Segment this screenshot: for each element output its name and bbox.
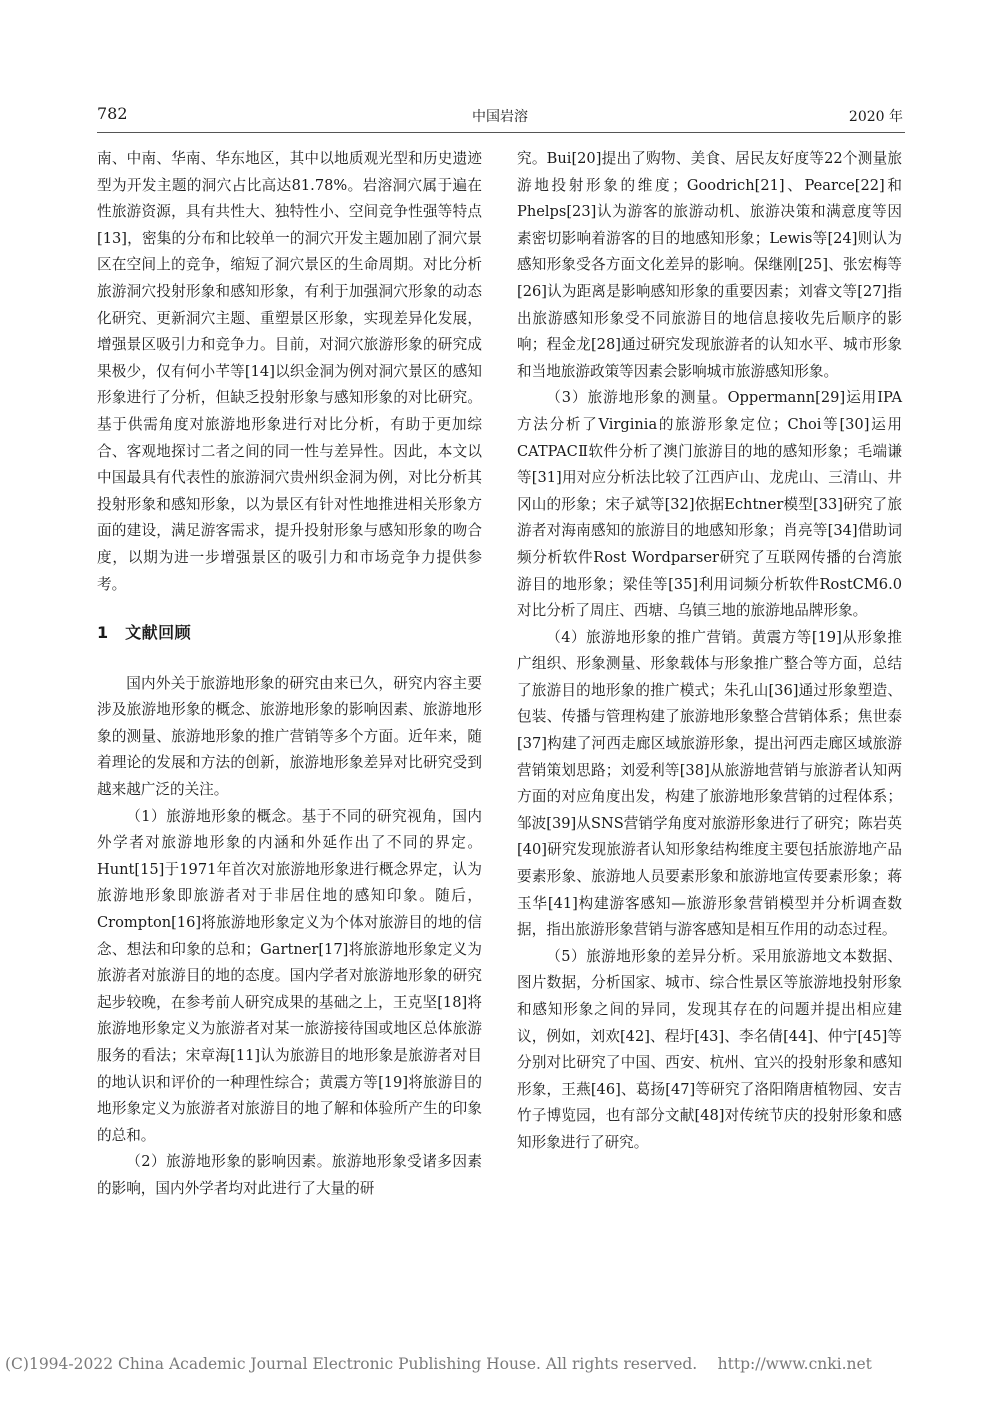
intro-paragraph: 南、中南、华南、华东地区，其中以地质观光型和历史遗迹型为开发主题的洞穴占比高达81.78%。岩溶洞穴属于遍在性旅游资源，具有共性大、独特性小、空间竞争性强等特点[13]，密集的分布和比较单一的洞穴开发主题加剧了洞穴景区在空间上的竞争，缩短了洞穴景区的生命周期。对比分析旅游洞穴投射形象和感知形象，有利于加强洞穴形象的动态化研究、更新洞穴主题、重塑景区形象，实现差异化发展，增强景区吸引力和竞争力。目前，对洞穴旅游形象的研究成果极少，仅有何小芊等[14]以织金洞为例对洞穴景区的感知形象进行了分析，但缺乏投射形象与感知形象的对比研究。基于供需角度对旅游地形象进行对比分析，有助于更加综合、客观地探讨二者之间的同一性与差异性。因此，本文以中国最具有代表性的旅游洞穴贵州织金洞为例，对比分析其投射形象和感知形象，以为景区有针对性地推进相关形象方面的建设，满足游客需求，提升投射形象与感知形象的吻合度，以期为进一步增强景区的吸引力和市场竞争力提供参考。 (97, 150, 482, 593)
journal-name: 中国岩溶 (472, 109, 528, 125)
left-column (97, 146, 482, 1203)
concept-paragraph: （1）旅游地形象的概念。基于不同的研究视角，国内外学者对旅游地形象的内涵和外延作出了不同的界定。Hunt[15]于1971年首次对旅游地形象进行概念界定，认为旅游地形象即旅游者对于非居住地的感知印象。随后，Crompton[16]将旅游地形象定义为个体对旅游目的地的信念、想法和印象的总和；Gartner[17]将旅游地形象定义为旅游者对旅游目的地的态度。国内学者对旅游地形象的研究起步较晚，在参考前人研究成果的基础之上，王克坚[18]将旅游地形象定义为旅游者对某一旅游接待国或地区总体旅游服务的看法；宋章海[11]认为旅游目的地形象是旅游者对目的地认识和评价的一种理性综合；黄震方等[19]将旅游目的地形象定义为旅游者对旅游目的地了解和体验所产生的印象的总和。 (97, 807, 482, 1144)
review-paragraph: 国内外关于旅游地形象的研究由来已久，研究内容主要涉及旅游地形象的概念、旅游地形象的影响因素、旅游地形象的测量、旅游地形象的推广营销等多个方面。近年来，随着理论的发展和方法的创新，旅游地形象差异对比研究受到越来越广泛的关注。 (97, 674, 482, 799)
factors-paragraph-continued: 究。Bui[20]提出了购物、美食、居民友好度等22个测量旅游地投射形象的维度；Goodrich[21]、Pearce[22]和Phelps[23]认为游客的旅游动机、旅游决策和满意度等因素密切影响着游客的目的地感知形象；Lewis等[24]则认为感知形象受各方面文化差异的影响。保继刚[25]、张宏梅等[26]认为距离是影响感知形象的重要因素；刘睿文等[27]指出旅游感知形象受不同旅游目的地信息接收先后顺序的影响；程金龙[28]通过研究发现旅游者的认知水平、城市形象和当地旅游政策等因素会影响城市旅游感知形象。 (517, 150, 902, 380)
header-rule (97, 132, 905, 133)
factors-paragraph-start: （2）旅游地形象的影响因素。旅游地形象受诸多因素的影响，国内外学者均对此进行了大量的研 (97, 1153, 482, 1197)
publication-year: 2020 年 (848, 109, 903, 125)
page-header (97, 104, 903, 130)
difference-paragraph: （5）旅游地形象的差异分析。采用旅游地文本数据、图片数据，分析国家、城市、综合性景区等旅游地投射形象和感知形象之间的异同，发现其存在的问题并提出相应建议，例如，刘欢[42]、程圩[43]、李名倩[44]、仲宁[45]等分别对比研究了中国、西安、杭州、宜兴的投射形象和感知形象，王燕[46]、葛扬[47]等研究了洛阳隋唐植物园、安吉竹子博览园，也有部分文献[48]对传统节庆的投射形象和感知形象进行了研究。 (517, 947, 902, 1151)
measurement-paragraph: （3）旅游地形象的测量。Oppermann[29]运用IPA方法分析了Virginia的旅游形象定位；Choi等[30]运用CATPACⅡ软件分析了澳门旅游目的地的感知形象；毛端谦等[31]用对应分析法比较了江西庐山、龙虎山、三清山、井冈山的形象；宋子斌等[32]依据Echtner模型[33]研究了旅游者对海南感知的旅游目的地感知形象；肖亮等[34]借助词频分析软件Rost Wordparser研究了互联网传播的台湾旅游目的地形象；梁佳等[35]利用词频分析软件RostCM6.0对比分析了周庄、西塘、乌镇三地的旅游地品牌形象。 (517, 389, 902, 620)
copyright-footer: (C)1994-2022 China Academic Journal Electronic Publishing House. All rights reserved. http://www.cnki.net (5, 1355, 872, 1373)
right-column (517, 146, 902, 1157)
page-number: 782 (97, 104, 128, 123)
marketing-paragraph: （4）旅游地形象的推广营销。黄震方等[19]从形象推广组织、形象测量、形象载体与形象推广整合等方面，总结了旅游目的地形象的推广模式；朱孔山[36]通过形象塑造、包装、传播与管理构建了旅游地形象整合营销体系；焦世泰[37]构建了河西走廊区域旅游形象，提出河西走廊区域旅游营销策划思路；刘爱利等[38]从旅游地营销与旅游者认知两方面的对应角度出发，构建了旅游地形象营销的过程体系；邹波[39]从SNS营销学角度对旅游形象进行了研究；陈岩英[40]研究发现旅游者认知形象结构维度主要包括旅游地产品要素形象、旅游地人员要素形象和旅游地宣传要素形象；蒋玉华[41]构建游客感知—旅游形象营销模型并分析调查数据，指出旅游形象营销与游客感知是相互作用的动态过程。 (517, 628, 902, 939)
section-heading: 1 文献回顾 (97, 623, 192, 643)
